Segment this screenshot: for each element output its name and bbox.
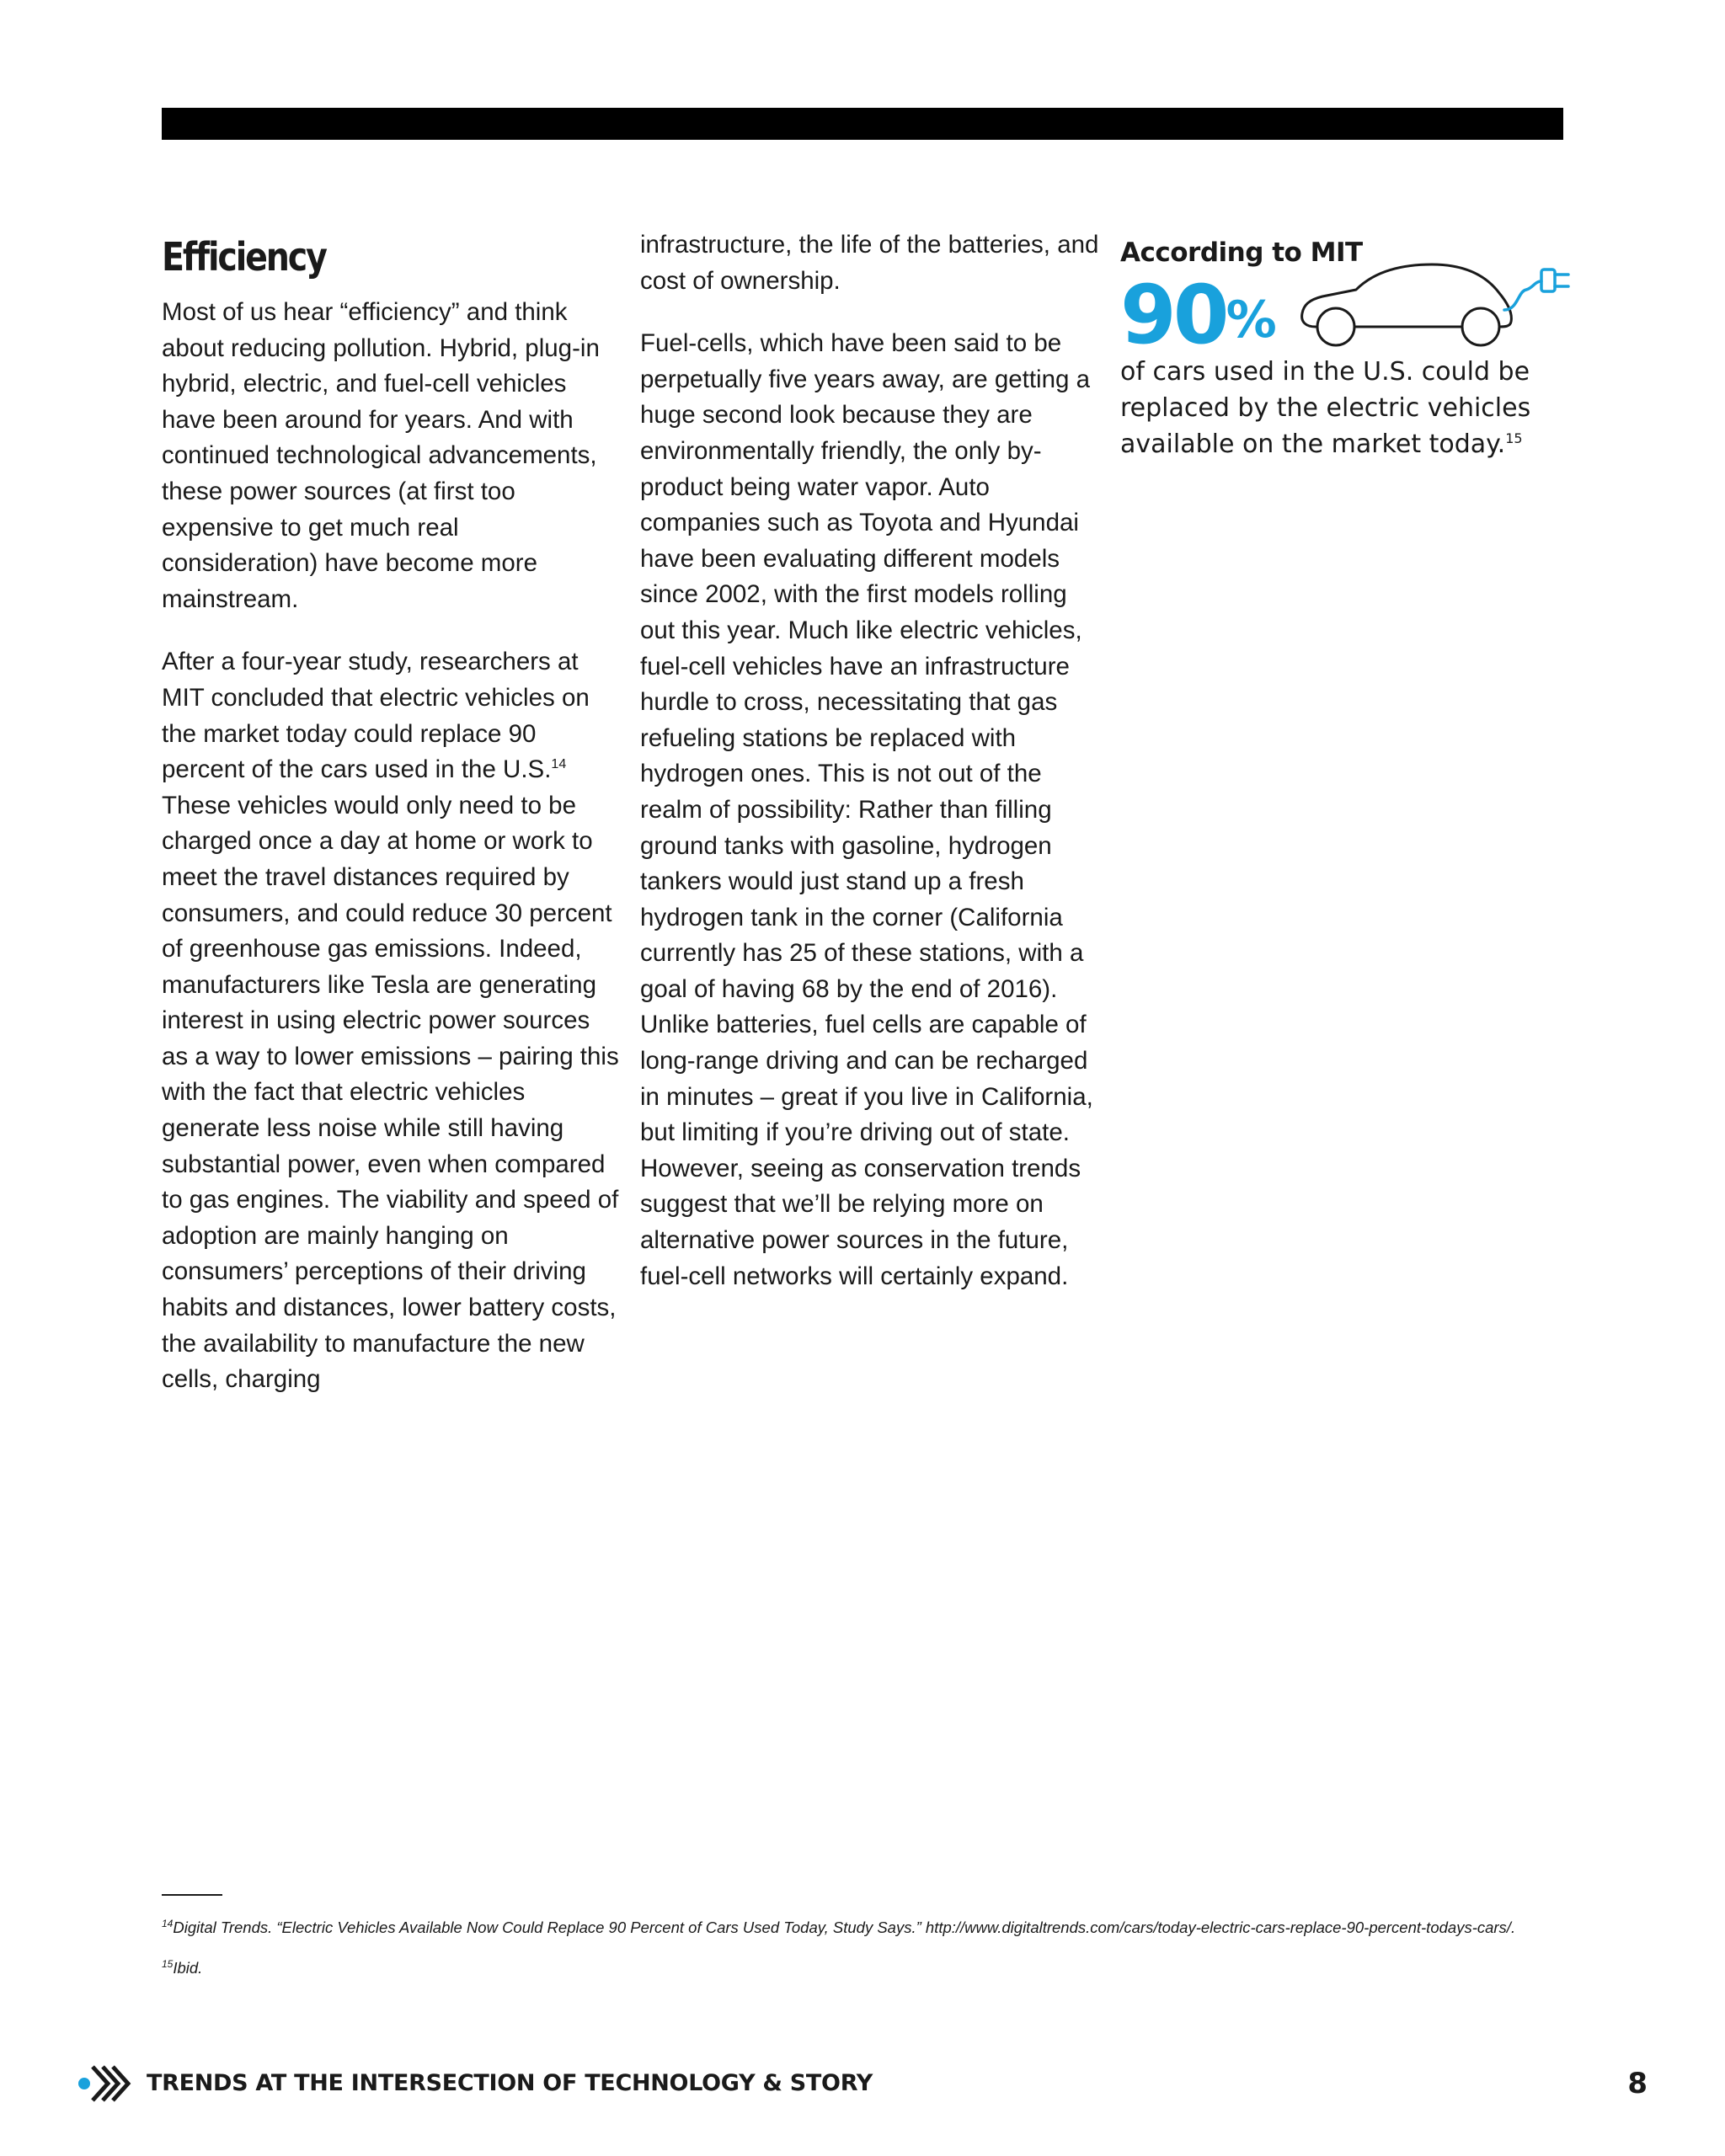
footnote-text: Digital Trends. “Electric Vehicles Available Now Could Replace 90 Percent of Cars Used Today, Study Says.” http://www.digitaltrends.com/cars/today-electric-cars-replace-90-percent-todays-cars/. [173, 1919, 1516, 1936]
chevrons-icon [77, 2058, 136, 2109]
column-left [162, 227, 621, 1425]
section-title: Efficiency [162, 234, 326, 280]
stat-description: of cars used in the U.S. could be replaced by the electric vehicles available on the market today. [1120, 357, 1531, 459]
footnote-ref[interactable]: 15 [1505, 430, 1523, 446]
stat-heading: According to MIT [1120, 237, 1363, 268]
top-bar [162, 108, 1563, 140]
paragraph: Fuel-cells, which have been said to be perpetually five years away, are getting a huge second look because they are environmentally friendly, the only by-product being water vapor. Auto companies such as Toyota and Hyundai have been evaluating different models since 2002, with the first models rolling out this year. Much like electric vehicles, fuel-cell vehicles have an infrastructure hurdle to cross, necessitating that gas refueling stations be replaced with hydrogen ones. This is not out of the realm of possibility: Rather than filling ground tanks with gasoline, hydrogen tankers would just stand up a fresh hydrogen tank in the corner (California currently has 25 of these stations, with a goal of having 68 by the end of 2016). Unlike batteries, fuel cells are capable of long-range driving and can be recharged in minutes – great if you live in California, but limiting if you’re driving out of state. However, seeing as conservation trends suggest that we’ll be relying more on alternative power sources in the future, fuel-cell networks will certainly expand. [640, 329, 1093, 1290]
footnote [162, 1917, 1560, 1939]
paragraph: infrastructure, the life of the batteries, and cost of ownership. [640, 231, 1099, 295]
stat-number [1120, 268, 1277, 362]
footnote-number: 14 [162, 1917, 174, 1929]
stat-row [1120, 268, 1575, 362]
footnotes [162, 1917, 1560, 1998]
paragraph-text: These vehicles would only need to be charged once a day at home or work to meet the travel distances required by consumers, and could reduce 30 percent of greenhouse gas emissions. Indeed, manufacturers like Tesla are generating interest in using electric power sources as a way to lower emissions – pairing this with the fact that electric vehicles generate less noise while still having substantial power, even when compared to gas engines. The viability and speed of adoption are mainly hanging on consumers’ perceptions of their driving habits and distances, lower battery costs, the availability to manufacture the new cells, charging [162, 791, 619, 1394]
footnote-divider [162, 1894, 222, 1896]
footnote-text: Ibid. [173, 1959, 203, 1977]
stat-value: 90 [1120, 268, 1226, 362]
page-footer [77, 2058, 1648, 2109]
stat-percent-sign: % [1226, 291, 1277, 350]
stat-callout [1120, 227, 1575, 462]
footnote-number: 15 [162, 1957, 174, 1970]
stat-text [1120, 354, 1575, 462]
electric-car-icon [1297, 259, 1575, 360]
page-number: 8 [1627, 2067, 1648, 2100]
paragraph: Most of us hear “efficiency” and think about reducing pollution. Hybrid, plug-in hybrid, electric, and fuel-cell vehicles have been around for years. And with continued technological advancements, these power sources (at first too expensive to get much real consideration) have become more mainstream. [162, 298, 600, 613]
paragraph-text: After a four-year study, researchers at MIT concluded that electric vehicles on the market today could replace 90 percent of the cars used in the U.S. [162, 648, 590, 784]
column-middle [640, 227, 1099, 1321]
footnote-ref[interactable]: 14 [551, 757, 567, 772]
paragraph [162, 644, 621, 1397]
footnote [162, 1957, 1560, 1979]
footer-title: TRENDS AT THE INTERSECTION OF TECHNOLOGY & STORY [147, 2070, 873, 2096]
